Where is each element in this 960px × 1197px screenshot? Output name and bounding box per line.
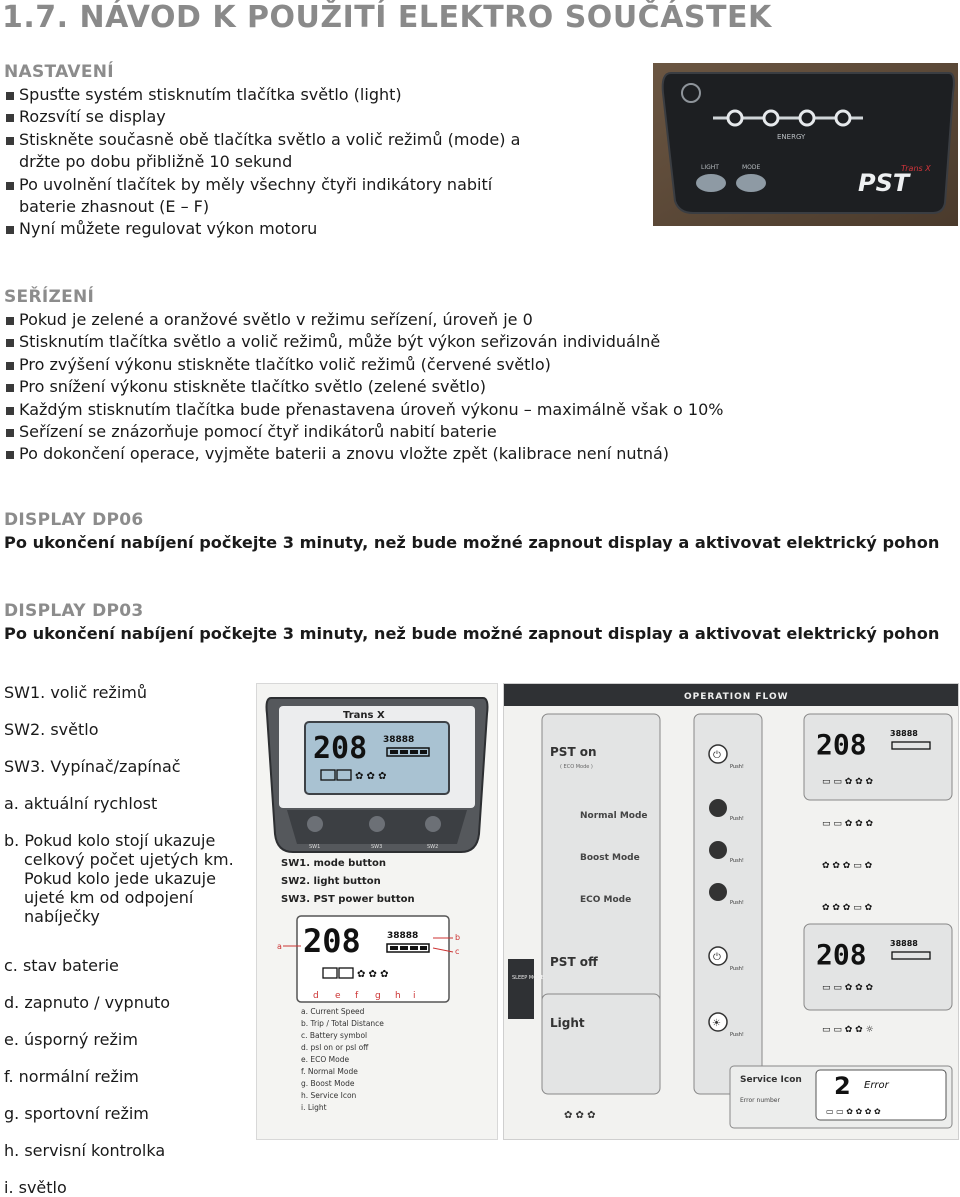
list-item: Stisknutím tlačítka světlo a volič režimů, může být výkon seřizován individuálně xyxy=(4,331,804,353)
svg-text:✿ ✿ ✿ ▭ ✿: ✿ ✿ ✿ ▭ ✿ xyxy=(822,861,873,871)
list-item: Seřízení se znázorňuje pomocí čtyř indikátorů nabití baterie xyxy=(4,421,804,443)
list-item: Každým stisknutím tlačítka bude přenastavena úroveň výkonu – maximálně však o 10% xyxy=(4,399,804,421)
legend-b: b. Pokud kolo stojí ukazuje celkový počet ujetých km. Pokud kolo jede ukazuje ujeté km od odpojení nabíječky xyxy=(4,831,234,926)
svg-text:f: f xyxy=(355,991,359,1001)
svg-text:PST on: PST on xyxy=(550,745,597,759)
svg-text:PST off: PST off xyxy=(550,955,598,969)
list-item: Spusťte systém stisknutím tlačítka světlo (light) xyxy=(4,84,544,106)
svg-text:Push!: Push! xyxy=(730,966,744,972)
svg-text:OPERATION FLOW: OPERATION FLOW xyxy=(684,692,789,702)
svg-text:i: i xyxy=(413,991,416,1001)
svg-text:SW3. PST power button: SW3. PST power button xyxy=(281,894,415,905)
svg-text:✿ ✿ ✿: ✿ ✿ ✿ xyxy=(357,969,389,980)
legend-sw2: SW2. světlo xyxy=(4,720,99,739)
legend-f: f. normální režim xyxy=(4,1067,139,1086)
svg-text:c. Battery symbol: c. Battery symbol xyxy=(301,1031,368,1040)
svg-text:a. Current Speed: a. Current Speed xyxy=(301,1007,365,1016)
list-item: Nyní můžete regulovat výkon motoru xyxy=(4,218,544,240)
legend-sw1: SW1. volič režimů xyxy=(4,683,147,702)
svg-text:38888: 38888 xyxy=(890,939,918,948)
legend-h: h. servisní kontrolka xyxy=(4,1141,166,1160)
serizeni-list xyxy=(4,309,804,466)
svg-text:h. Service Icon: h. Service Icon xyxy=(301,1091,357,1100)
svg-text:▭ ▭ ✿ ✿ ✿: ▭ ▭ ✿ ✿ ✿ xyxy=(822,777,874,787)
svg-text:Error number: Error number xyxy=(740,1097,780,1104)
svg-text:PST: PST xyxy=(858,169,910,197)
svg-text:Trans X: Trans X xyxy=(343,710,385,721)
serizeni-heading: SEŘÍZENÍ xyxy=(4,287,95,307)
svg-text:ECO Mode: ECO Mode xyxy=(580,895,632,905)
svg-text:38888: 38888 xyxy=(387,931,419,941)
svg-text:SW3: SW3 xyxy=(371,844,383,850)
operation-flow xyxy=(503,683,959,1140)
svg-text:⏻: ⏻ xyxy=(713,952,721,963)
svg-text:Trans X: Trans X xyxy=(901,164,931,173)
svg-text:g: g xyxy=(375,991,381,1001)
svg-text:Light: Light xyxy=(550,1016,585,1030)
svg-text:SW2. light button: SW2. light button xyxy=(281,876,381,887)
svg-text:208: 208 xyxy=(816,728,867,761)
list-item: Rozsvítí se display xyxy=(4,106,544,128)
svg-text:Boost Mode: Boost Mode xyxy=(580,853,640,863)
legend-d: d. zapnuto / vypnuto xyxy=(4,993,171,1012)
svg-text:38888: 38888 xyxy=(890,729,918,738)
svg-text:▭ ▭ ✿ ✿ ☼: ▭ ▭ ✿ ✿ ☼ xyxy=(822,1025,874,1035)
svg-text:MODE: MODE xyxy=(742,164,761,171)
svg-text:▭ ▭ ✿ ✿ ✿ ✿: ▭ ▭ ✿ ✿ ✿ ✿ xyxy=(826,1107,881,1116)
list-item: Stiskněte současně obě tlačítka světlo a volič režimů (mode) a držte po dobu přibližně 10 sekund xyxy=(4,129,539,174)
svg-text:208: 208 xyxy=(313,731,368,766)
svg-text:d: d xyxy=(313,991,319,1001)
legend-sw3: SW3. Vypínač/zapínač xyxy=(4,757,181,776)
svg-text:Push!: Push! xyxy=(730,1032,744,1038)
list-item: Pro snížení výkonu stiskněte tlačítko světlo (zelené světlo) xyxy=(4,376,804,398)
svg-text:Push!: Push! xyxy=(730,816,744,822)
svg-text:c: c xyxy=(455,947,460,956)
svg-text:2: 2 xyxy=(834,1072,851,1100)
svg-text:b. Trip / Total Distance: b. Trip / Total Distance xyxy=(301,1019,384,1028)
svg-text:Push!: Push! xyxy=(730,858,744,864)
nastaveni-list xyxy=(4,84,544,241)
dp03-heading: DISPLAY DP03 xyxy=(4,601,144,621)
svg-text:208: 208 xyxy=(816,938,867,971)
svg-text:f. Normal Mode: f. Normal Mode xyxy=(301,1067,358,1076)
display-photo xyxy=(653,63,958,226)
svg-text:e: e xyxy=(335,991,341,1001)
svg-text:✿ ✿ ✿ ▭ ✿: ✿ ✿ ✿ ▭ ✿ xyxy=(822,903,873,913)
svg-text:h: h xyxy=(395,991,401,1001)
svg-text:i. Light: i. Light xyxy=(301,1103,327,1112)
svg-text:d. psl on or psl off: d. psl on or psl off xyxy=(301,1043,369,1052)
svg-text:38888: 38888 xyxy=(383,735,415,745)
energy-label: ENERGY xyxy=(777,133,806,141)
nastaveni-heading: NASTAVENÍ xyxy=(4,62,114,82)
svg-text:208: 208 xyxy=(303,922,361,960)
dp06-heading: DISPLAY DP06 xyxy=(4,510,144,530)
svg-text:Error: Error xyxy=(864,1080,889,1091)
svg-text:a: a xyxy=(277,942,282,951)
legend-a: a. aktuální rychlost xyxy=(4,794,158,813)
list-item: Po uvolnění tlačítek by měly všechny čtyři indikátory nabití baterie zhasnout (E – F) xyxy=(4,174,509,219)
legend-g: g. sportovní režim xyxy=(4,1104,149,1123)
svg-text:Push!: Push! xyxy=(730,900,744,906)
svg-text:( ECO Mode ): ( ECO Mode ) xyxy=(560,764,593,770)
svg-text:SW2: SW2 xyxy=(427,844,439,850)
svg-text:▭ ▭ ✿ ✿ ✿: ▭ ▭ ✿ ✿ ✿ xyxy=(822,983,874,993)
svg-text:SLEEP MODE: SLEEP MODE xyxy=(512,975,545,981)
svg-text:⏻: ⏻ xyxy=(713,750,721,761)
legend-e: e. úsporný režim xyxy=(4,1030,138,1049)
legend-c: c. stav baterie xyxy=(4,956,119,975)
svg-text:e. ECO Mode: e. ECO Mode xyxy=(301,1055,350,1064)
svg-text:Push!: Push! xyxy=(730,764,744,770)
svg-text:☀: ☀ xyxy=(712,1018,721,1029)
svg-text:Normal Mode: Normal Mode xyxy=(580,811,648,821)
svg-text:g. Boost Mode: g. Boost Mode xyxy=(301,1079,355,1088)
svg-text:▭ ▭ ✿ ✿ ✿: ▭ ▭ ✿ ✿ ✿ xyxy=(822,819,874,829)
legend-i: i. světlo xyxy=(4,1178,67,1197)
svg-text:SW1. mode button: SW1. mode button xyxy=(281,858,387,869)
dp03-diagram xyxy=(256,683,498,1140)
dp03-text: Po ukončení nabíjení počkejte 3 minuty, než bude možné zapnout display a aktivovat elektrický pohon xyxy=(4,624,940,643)
svg-text:✿ ✿ ✿: ✿ ✿ ✿ xyxy=(355,771,387,782)
list-item: Pokud je zelené a oranžové světlo v režimu seřízení, úroveň je 0 xyxy=(4,309,804,331)
page-title: 1.7. NÁVOD K POUŽITÍ ELEKTRO SOUČÁSTEK xyxy=(2,0,772,35)
svg-text:LIGHT: LIGHT xyxy=(701,164,719,171)
list-item: Pro zvýšení výkonu stiskněte tlačítko volič režimů (červené světlo) xyxy=(4,354,804,376)
svg-text:b: b xyxy=(455,933,461,942)
svg-text:SW1: SW1 xyxy=(309,844,321,850)
dp06-text: Po ukončení nabíjení počkejte 3 minuty, než bude možné zapnout display a aktivovat elektrický pohon xyxy=(4,533,940,552)
svg-text:✿ ✿ ✿: ✿ ✿ ✿ xyxy=(564,1110,596,1121)
list-item: Po dokončení operace, vyjměte baterii a znovu vložte zpět (kalibrace není nutná) xyxy=(4,443,804,465)
svg-text:Service Icon: Service Icon xyxy=(740,1075,802,1085)
